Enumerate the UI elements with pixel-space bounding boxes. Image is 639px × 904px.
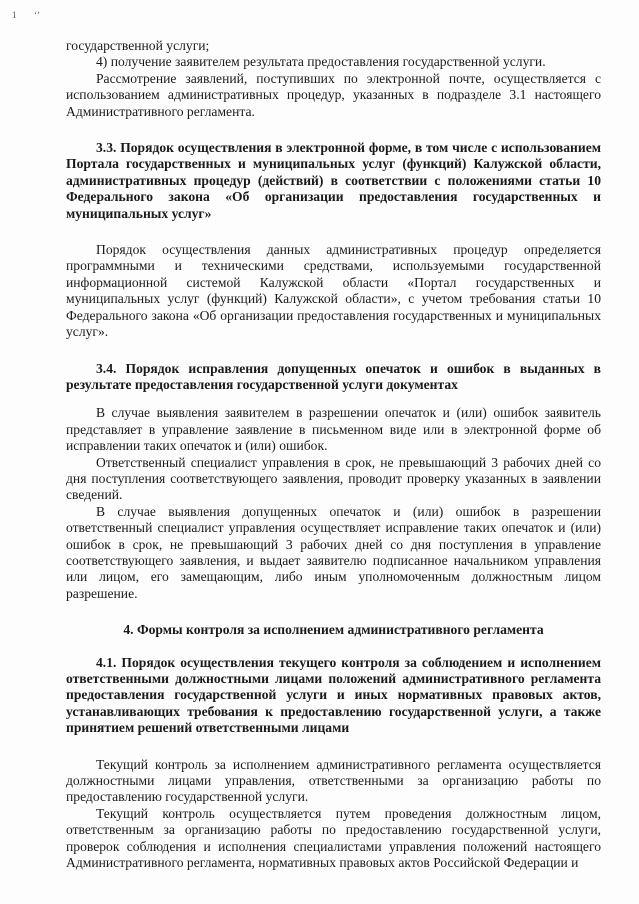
paragraph-email-applications: Рассмотрение заявлений, поступивших по электронной почте, осуществляется с использованием административных процедур, указанных в подразделе 3.1 настоящего Административного регламента. [66,70,601,119]
heading-4-1: 4.1. Порядок осуществления текущего контроля за соблюдением и исполнением ответственными должностными лицами положений административного регламента предоставления государственной услуги и иных нормативных правовых актов, устанавливающих требования к предоставлению государственной услуги, а также принятием решений ответственными лицами [66,654,601,736]
paragraph-continuation: государственной услуги; [66,38,210,53]
heading-3-4: 3.4. Порядок исправления допущенных опечаток и ошибок в выданных в результате предоставления государственной услуги документах [66,360,601,392]
paragraph-error-correction: В случае выявления допущенных опечаток и (или) ошибок в разрешении ответственный специалист управления осуществляет исправление таких опечаток и (или) ошибок в срок, не превышающий 3 рабочих дней со дня поступления в управление соответствующего заявления, и выдает заявителю подписанное начальником управления или лицом, его замещающим, либо иным уполномоченным должностным лицом разрешение. [66,503,601,601]
paragraph-control-method: Текущий контроль осуществляется путем проведения должностным лицом, ответственным за организацию работы по предоставлению государственной услуги, проверок соблюдения и исполнения специалистами управления положений настоящего Административного регламента, нормативных правовых актов Российской Федерации и [66,805,601,871]
spacer [66,602,601,622]
scan-mark-right: ‘’ [34,10,40,20]
spacer [66,639,601,655]
spacer [66,393,601,405]
scan-mark-left: 1 [12,10,17,20]
heading-section-4: 4. Формы контроля за исполнением административного регламента [123,622,544,638]
paragraph-specialist-check: Ответственный специалист управления в срок, не превышающий 3 рабочих дней со дня поступления соответствующего заявления, проводит проверку указанных в заявлении сведений. [66,454,601,503]
spacer [66,222,601,242]
paragraph-current-control: Текущий контроль за исполнением административного регламента осуществляется должностными лицами управления, ответственными за организацию работы по предоставлению государственной услуги. [66,756,601,805]
heading-3-3: 3.3. Порядок осуществления в электронной форме, в том числе с использованием Портала государственных и муниципальных услуг (функций) Калужской области, административных процедур (действий) в соответствии с положениями статьи 10 Федерального закона «Об организации предоставления государственных и муниципальных услуг» [66,140,601,221]
spacer [66,341,601,361]
spacer [66,737,601,757]
document-body [66,38,601,871]
spacer [66,120,601,140]
paragraph-procedure-order: Порядок осуществления данных административных процедур определяется программными и техническими средствами, используемыми государственной информационной системой Калужской области «Портал государственных и муниципальных услуг (функций) Калужской области», с учетом требования статьи 10 Федерального закона «Об организации предоставления государственных и муниципальных услуг». [66,242,601,340]
paragraph-list-item-4: 4) получение заявителем результата предоставления государственной услуги. [96,54,546,70]
paragraph-error-detection: В случае выявления заявителем в разрешении опечаток и (или) ошибок заявитель представляет в управление заявление в письменном виде или в электронной форме об исправлении таких опечаток и (или) ошибок. [66,405,601,454]
